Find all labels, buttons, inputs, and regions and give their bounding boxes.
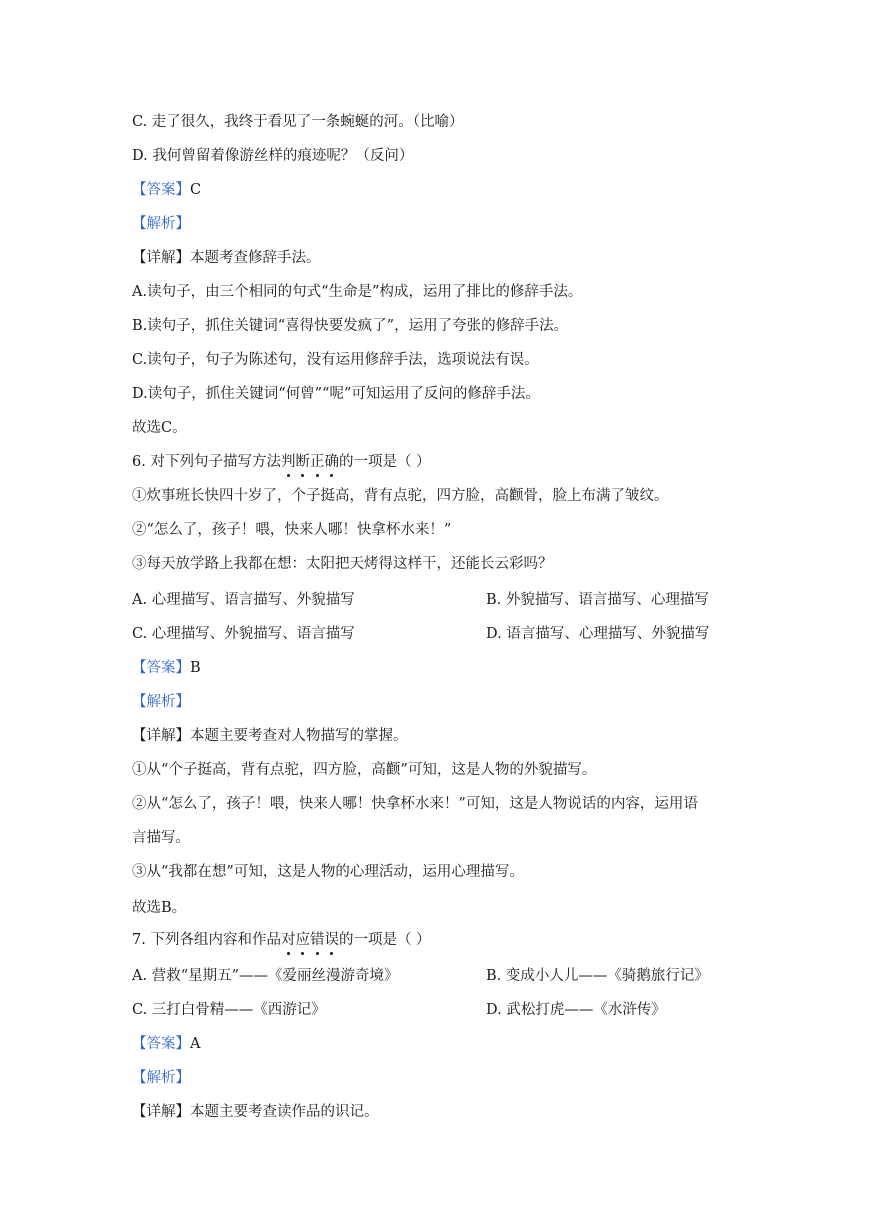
detail-text: 本题考查修辞手法。 xyxy=(190,250,321,266)
analysis-tag: 【解析】 xyxy=(132,1070,190,1086)
q5-detail xyxy=(132,248,321,268)
q6-stem-emphasis-4: 确 xyxy=(324,454,339,470)
q6-stem-suffix: 的一项是（ ） xyxy=(338,454,431,470)
q6-answer xyxy=(132,658,201,678)
q7-option-c: C. 三打白骨精——《西游记》 xyxy=(132,1002,326,1018)
q5-option-c: C. 走了很久，我终于看见了一条蜿蜒的河。（比喻） xyxy=(132,114,464,130)
q5-explain-d: D.读句子，抓住关键词“何曾”“呢”可知运用了反问的修辞手法。 xyxy=(132,386,540,402)
q6-detail xyxy=(132,726,408,746)
q7-stem-suffix: 的一项是（ ） xyxy=(338,932,431,948)
q7-option-d: D. 武松打虎——《水浒传》 xyxy=(486,1002,666,1018)
q6-stem xyxy=(132,452,431,472)
analysis-tag: 【解析】 xyxy=(132,694,190,710)
q7-detail xyxy=(132,1102,379,1122)
q5-analysis-tag xyxy=(132,214,190,234)
q6-explain-1: ①从“个子挺高，背有点驼，四方脸，高颧”可知，这是人物的外貌描写。 xyxy=(132,762,597,778)
q6-option-d: D. 语言描写、心理描写、外貌描写 xyxy=(486,626,710,642)
answer-tag: 【答案】 xyxy=(132,660,190,676)
answer-value: C xyxy=(190,182,202,198)
q7-answer xyxy=(132,1034,200,1054)
q6-option-c: C. 心理描写、外貌描写、语言描写 xyxy=(132,626,355,642)
q7-stem-emphasis-3: 错 xyxy=(309,932,325,948)
q6-option-a: A. 心理描写、语言描写、外貌描写 xyxy=(132,592,355,608)
q6-stem-emphasis-3: 正 xyxy=(309,454,325,470)
q6-explain-2b: 言描写。 xyxy=(132,830,190,846)
q5-explain-a: A.读句子，由三个相同的句式“生命是”构成，运用了排比的修辞手法。 xyxy=(132,284,583,300)
q5-explain-b: B.读句子，抓住关键词“喜得快要发疯了”，运用了夸张的修辞手法。 xyxy=(132,318,569,334)
q6-conclusion: 故选B。 xyxy=(132,900,187,916)
analysis-tag: 【解析】 xyxy=(132,216,190,232)
answer-value: B xyxy=(190,660,201,676)
detail-tag: 【详解】 xyxy=(132,1104,190,1120)
q5-conclusion: 故选C。 xyxy=(132,420,187,436)
q7-stem-emphasis-4: 误 xyxy=(324,932,339,948)
q6-stem-emphasis-1: 判 xyxy=(280,454,296,470)
q6-sentence-2: ②“怎么了，孩子！喂，快来人哪！快拿杯水来！” xyxy=(132,522,452,538)
q5-option-d: D. 我何曾留着像游丝样的痕迹呢？（反问） xyxy=(132,148,414,164)
answer-value: A xyxy=(190,1036,201,1052)
q5-answer xyxy=(132,180,201,200)
q6-explain-3: ③从“我都在想”可知，这是人物的心理活动，运用心理描写。 xyxy=(132,864,524,880)
detail-tag: 【详解】 xyxy=(132,728,190,744)
q7-option-a: A. 营救“星期五”——《爱丽丝漫游奇境》 xyxy=(132,968,399,984)
q6-sentence-1: ①炊事班长快四十岁了，个子挺高，背有点驼，四方脸，高颧骨，脸上布满了皱纹。 xyxy=(132,488,669,504)
q5-explain-c: C.读句子，句子为陈述句，没有运用修辞手法，选项说法有误。 xyxy=(132,352,539,368)
q6-explain-2a: ②从“怎么了，孩子！喂，快来人哪！快拿杯水来！”可知，这是人物说话的内容，运用语 xyxy=(132,796,698,812)
q6-option-b: B. 外貌描写、语言描写、心理描写 xyxy=(486,592,709,608)
q7-stem-emphasis-1: 对 xyxy=(280,932,296,948)
q7-stem-emphasis-2: 应 xyxy=(295,932,310,948)
q6-sentence-3: ③每天放学路上我都在想：太阳把天烤得这样干，还能长云彩吗？ xyxy=(132,556,553,572)
q7-analysis-tag xyxy=(132,1068,190,1088)
q6-stem-emphasis-2: 断 xyxy=(295,454,310,470)
detail-text: 本题主要考查对人物描写的掌握。 xyxy=(190,728,408,744)
q6-analysis-tag xyxy=(132,692,190,712)
answer-tag: 【答案】 xyxy=(132,182,190,198)
detail-tag: 【详解】 xyxy=(132,250,190,266)
q7-option-b: B. 变成小人儿——《骑鹅旅行记》 xyxy=(486,968,709,984)
q6-stem-prefix: 6. 对下列句子描写方法 xyxy=(132,454,281,470)
answer-tag: 【答案】 xyxy=(132,1036,190,1052)
q7-stem xyxy=(132,930,431,950)
q7-stem-prefix: 7. 下列各组内容和作品 xyxy=(132,932,281,948)
detail-text: 本题主要考查读作品的识记。 xyxy=(190,1104,379,1120)
